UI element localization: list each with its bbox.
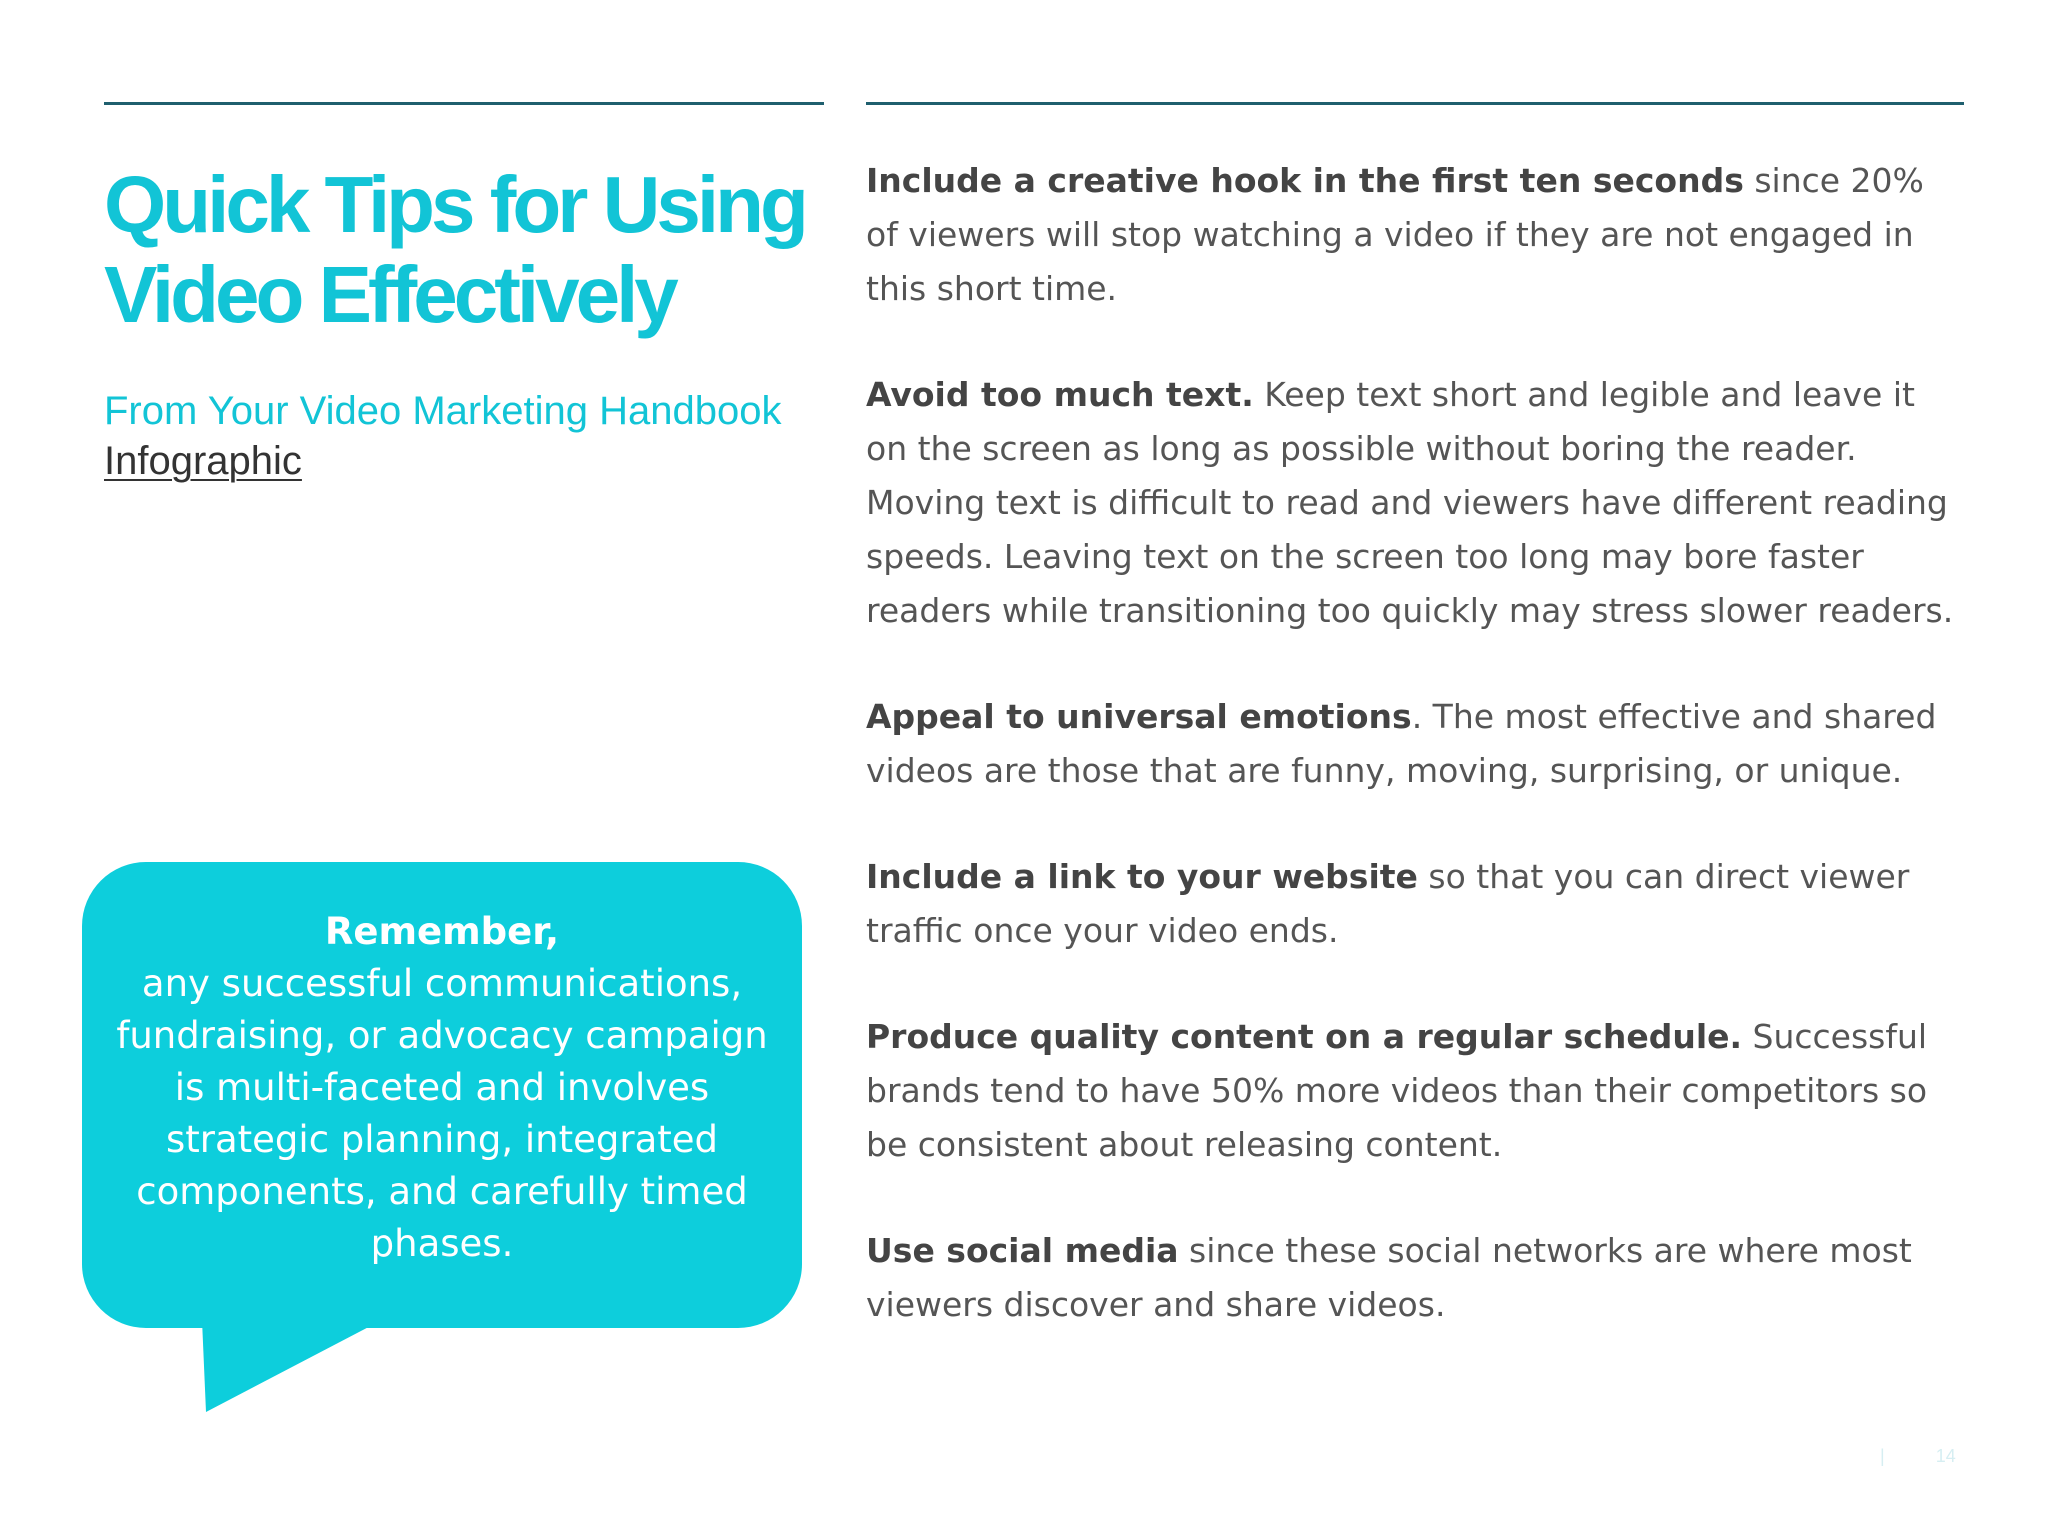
tip-item [866, 1010, 1964, 1172]
tips-list [866, 154, 1964, 1384]
tip-item [866, 690, 1964, 798]
tip-lead: Appeal to universal emotions [866, 697, 1412, 736]
tip-text: since 20% of viewers will stop watching a video if they are not engaged in this short time. [866, 161, 1924, 308]
callout-body: any successful communications, fundraising, or advocacy campaign is multi-faceted and involves strategic planning, integrated components, and carefully timed phases. [116, 962, 768, 1265]
tip-lead: Include a creative hook in the first ten seconds [866, 161, 1744, 200]
tip-text: Successful brands tend to have 50% more videos than their competitors so be consistent about releasing content. [866, 1017, 1928, 1164]
page-footer [1880, 1446, 1956, 1467]
tip-item [866, 850, 1964, 958]
page-subtitle [104, 386, 824, 486]
page-number: 14 [1935, 1446, 1956, 1466]
top-rule-left [104, 102, 824, 105]
tip-text: . The most effective and shared videos are those that are funny, moving, surprising, or unique. [866, 697, 1937, 790]
tip-text: Keep text short and legible and leave it on the screen as long as possible without boring the reader. Moving text is difficult to read and viewers have different reading speeds. Leaving text on the screen too long may bore faster readers while transitioning too quickly may stress slower readers. [866, 375, 1954, 630]
footer-separator: | [1880, 1446, 1885, 1466]
callout-heading: Remember, [324, 910, 560, 953]
top-rule-right [866, 102, 1964, 105]
callout-bubble [82, 862, 802, 1328]
page-title: Quick Tips for Using Video Effectively [104, 160, 805, 339]
tip-lead: Use social media [866, 1231, 1179, 1270]
subtitle-text: From Your Video Marketing Handbook [104, 389, 782, 433]
tip-item [866, 368, 1964, 638]
infographic-link[interactable]: Infographic [104, 439, 302, 483]
tip-item [866, 1224, 1964, 1332]
tip-lead: Produce quality content on a regular schedule. [866, 1017, 1743, 1056]
tip-lead: Avoid too much text. [866, 375, 1254, 414]
tip-item [866, 154, 1964, 316]
callout-tail-shape [202, 1320, 392, 1420]
tip-lead: Include a link to your website [866, 857, 1418, 896]
tip-text: so that you can direct viewer traffic once your video ends. [866, 857, 1910, 950]
tip-text: since these social networks are where most viewers discover and share videos. [866, 1231, 1912, 1324]
